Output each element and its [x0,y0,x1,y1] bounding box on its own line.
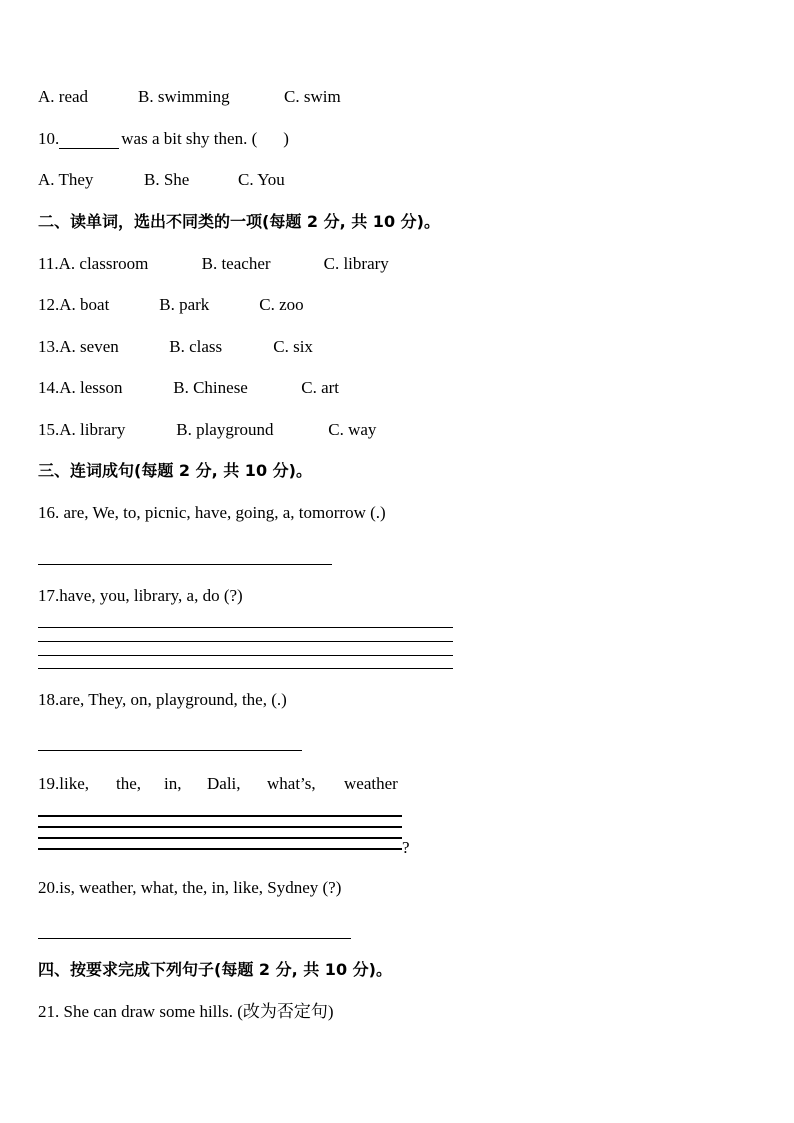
q14-option-c: C. art [301,378,340,397]
q18-prompt: 18.are, They, on, playground, the, (.) [38,690,287,709]
q13-option-a: A. seven [59,337,119,356]
q17-answer-line-2[interactable] [38,641,453,642]
q17-answer-line-4[interactable] [38,668,453,669]
q19-answer-line-3[interactable] [38,837,402,839]
q12-number: 12. [38,295,60,314]
q14-option-b: B. Chinese [173,378,248,397]
q15-row [38,420,376,440]
q19-prompt [38,774,398,794]
q19-word-2: the, [116,774,142,793]
q18-answer-line[interactable] [38,750,302,751]
section2-heading: 二、读单词，选出不同类的一项(每题 2 分, 共 10 分)。 [38,212,440,231]
q17-answer-line-3[interactable] [38,655,453,656]
q17-prompt: 17.have, you, library, a, do (?) [38,586,243,605]
q11-row [38,254,389,274]
q14-row [38,378,339,398]
q15-option-b: B. playground [176,420,274,439]
q13-option-b: B. class [169,337,223,356]
q20-prompt: 20.is, weather, what, the, in, like, Sydney (?) [38,878,342,897]
q19-answer-line-1[interactable] [38,815,402,817]
q19-word-1: 19.like, [38,774,89,793]
q19-answer-line-2[interactable] [38,826,402,828]
q11-number: 11. [38,254,59,273]
q10-number: 10. [38,129,60,148]
q12-option-b: B. park [159,295,210,314]
q13-number: 13. [38,337,60,356]
q20-answer-line[interactable] [38,938,351,939]
q11-option-c: C. library [323,254,389,273]
section4-heading: 四、按要求完成下列句子(每题 2 分, 共 10 分)。 [38,960,392,979]
q21-prompt: 21. She can draw some hills. (改为否定句) [38,1002,334,1021]
q15-option-a: A. library [59,420,126,439]
q19-question-mark: ? [402,838,410,857]
q10-paren-close: ) [283,129,289,148]
q15-number: 15. [38,420,60,439]
q9-option-a: A. read [38,87,89,106]
q12-option-c: C. zoo [259,295,304,314]
q10-option-a: A. They [38,170,94,189]
q10-question [38,129,289,149]
q19-word-3: in, [164,774,182,793]
q16-prompt: 16. are, We, to, picnic, have, going, a, tomorrow (.) [38,503,386,522]
q12-option-a: A. boat [59,295,110,314]
q10-options [38,170,285,190]
q17-answer-line-1[interactable] [38,627,453,628]
q13-option-c: C. six [273,337,313,356]
q10-option-b: B. She [144,170,190,189]
q19-word-4: Dali, [207,774,241,793]
q10-blank[interactable] [59,132,119,149]
section3-heading: 三、连词成句(每题 2 分, 共 10 分)。 [38,461,312,480]
q13-row [38,337,313,357]
q11-option-b: B. teacher [201,254,271,273]
q14-option-a: A. lesson [59,378,123,397]
q9-option-b: B. swimming [138,87,230,106]
q15-option-c: C. way [328,420,377,439]
q9-options [38,87,341,107]
q19-word-6: weather [344,774,398,793]
q10-option-c: C. You [238,170,285,189]
q19-word-5: what’s, [267,774,316,793]
q12-row [38,295,304,315]
q9-option-c: C. swim [284,87,341,106]
q11-option-a: A. classroom [58,254,149,273]
q14-number: 14. [38,378,60,397]
q19-answer-line-4[interactable] [38,848,402,850]
q16-answer-line[interactable] [38,564,332,565]
q10-text: was a bit shy then. ( [121,129,258,148]
